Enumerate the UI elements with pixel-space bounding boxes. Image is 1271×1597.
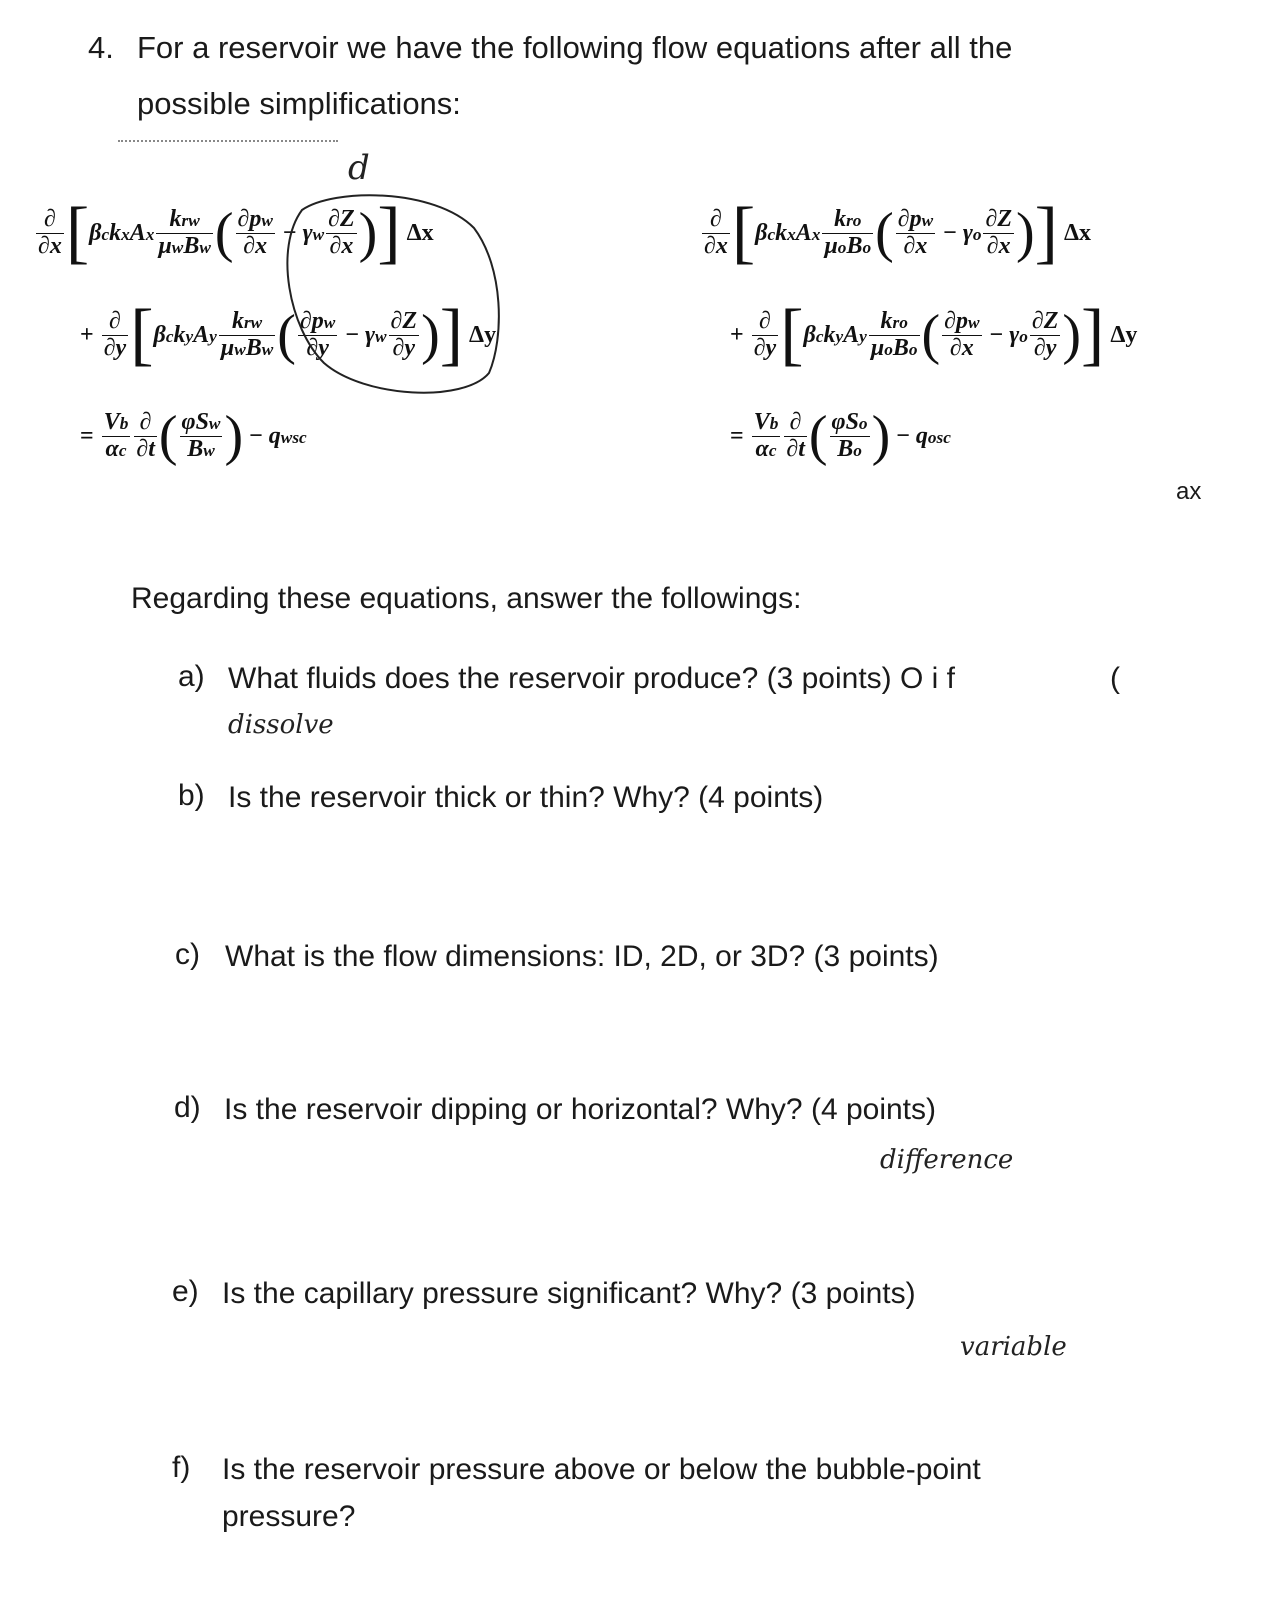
hand-drawn-circle: [34, 188, 594, 488]
oil-term-y: + $\frac{\partial}{\partial y}$ [ βckyAy $\frac{\text{kro}}{\text{μoBo}}$ ( $\frac{\partial pw}{\partial x}$ − γo $\frac{\partial Z}{\partial y}$ ) ] Δy: [730, 296, 1138, 373]
item-b-text: Is the reservoir thick or thin? Why? (4 points): [228, 781, 824, 814]
item-f-text-line2: pressure?: [222, 1500, 356, 1533]
item-a-note: dissolve: [228, 710, 334, 740]
water-term-y: + $\frac{\partial}{\partial y}$ [ βckyAy $\frac{\text{krw}}{\text{μwBw}}$ ( $\frac{\partial pw}{\partial y}$ − γw $\frac{\partial Z}{\partial y}$ ) ] Δy: [80, 296, 497, 373]
water-term-x: $\frac{\partial}{\partial x}$ [ βckxAx $\frac{\text{krw}}{\text{μwBw}}$ ( $\frac{\partial pw}{\partial x}$ − γw $\frac{\partial Z}{\partial x}$ ) ] Δx: [38, 194, 434, 271]
item-e-note: variable: [960, 1332, 1067, 1362]
item-e-text: Is the capillary pressure significant? Why? (3 points): [222, 1277, 916, 1310]
water-rhs: = $\frac{Vb}{\alpha c}$ $\frac{\partial}{\partial t}$ ( $\frac{\text{φSw}}{Bw}$ ) − qwsc: [80, 405, 307, 467]
oil-rhs: = $\frac{Vb}{\alpha c}$ $\frac{\partial}{\partial t}$ ( $\frac{\text{φSo}}{Bo}$ ) − qosc: [730, 405, 951, 467]
prompt: Regarding these equations, answer the followings:: [131, 582, 802, 615]
item-c-letter: c): [175, 938, 200, 971]
item-f-letter: f): [172, 1451, 191, 1484]
side-note: ax: [1176, 478, 1202, 505]
item-a-text: What fluids does the reservoir produce? (3 points) O i f: [228, 662, 956, 695]
item-b-letter: b): [178, 779, 205, 812]
water-equation: [34, 188, 594, 488]
paren-mark: (: [1110, 662, 1120, 695]
scan-artifact-line: [118, 140, 338, 142]
item-d-letter: d): [174, 1091, 201, 1124]
question-intro-line2: possible simplifications:: [137, 86, 461, 121]
item-a-letter: a): [178, 660, 205, 693]
item-d-text: Is the reservoir dipping or horizontal? Why? (4 points): [224, 1093, 937, 1126]
oil-equation: [700, 188, 1220, 488]
question-number: 4.: [88, 30, 114, 65]
item-f-text: Is the reservoir pressure above or below the bubble-point: [222, 1453, 981, 1486]
item-e-letter: e): [172, 1275, 199, 1308]
oil-term-x: $\frac{\partial}{\partial x}$ [ βckxAx $\frac{\text{kro}}{\text{μoBo}}$ ( $\frac{\partial pw}{\partial x}$ − γo $\frac{\partial Z}{\partial x}$ ) ] Δx: [704, 194, 1091, 271]
item-d-note: difference: [880, 1145, 1014, 1175]
item-c-text: What is the flow dimensions: ID, 2D, or 3D? (3 points): [225, 940, 939, 973]
question-intro-line1: For a reservoir we have the following flow equations after all the: [137, 30, 1013, 65]
margin-mark: d: [348, 148, 370, 188]
